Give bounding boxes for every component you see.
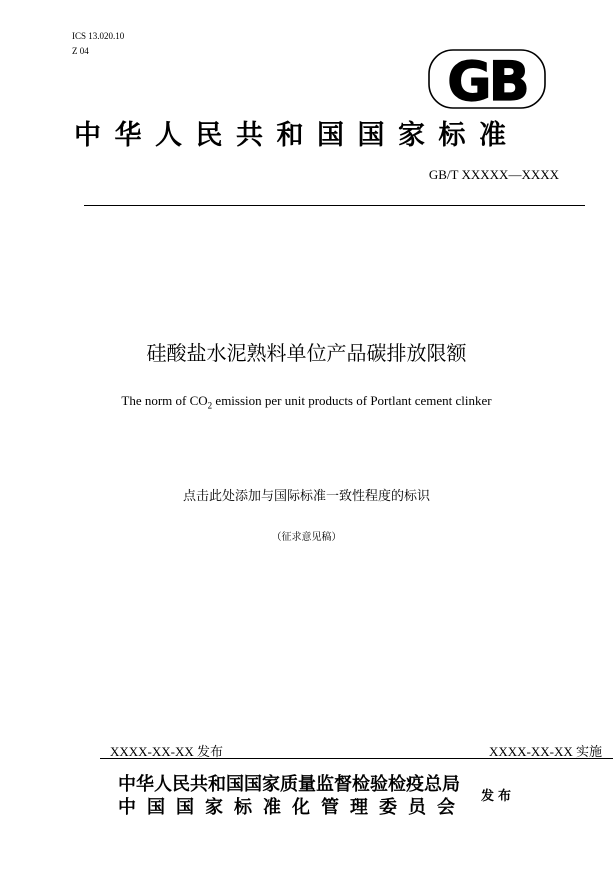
footer-divider: [100, 758, 613, 759]
draft-status: （征求意见稿）: [271, 532, 342, 543]
document-title-cn: 硅酸盐水泥熟料单位产品碳排放限额: [146, 341, 467, 365]
issuer-aqsiq: 中华人民共和国国家质量监督检验检疫总局: [118, 774, 460, 795]
national-standard-title: 中华人民共和国国家标准: [74, 120, 520, 151]
implement-date: XXXX-XX-XX 实施: [488, 744, 602, 759]
title-en-subscript: 2: [207, 400, 213, 411]
gb-logo: [428, 49, 546, 109]
consistency-note[interactable]: 点击此处添加与国际标准一致性程度的标识: [182, 489, 430, 504]
issue-date: XXXX-XX-XX 发布: [110, 744, 224, 759]
ics-code: ICS 13.020.10: [72, 31, 125, 41]
publish-label: 发布: [481, 789, 516, 804]
title-en-prefix: The norm of CO: [121, 393, 208, 408]
classification-code: Z 04: [72, 46, 89, 56]
header-divider: [84, 205, 585, 206]
issuer-sac: 中国国家标准化管理委员会: [118, 797, 466, 818]
title-en-suffix: emission per unit products of Portlant cement clinker: [212, 393, 492, 408]
svg-text:GB: GB: [447, 50, 527, 109]
document-title-en: [0, 393, 613, 411]
standard-number: GB/T XXXXX—XXXX: [428, 167, 559, 182]
